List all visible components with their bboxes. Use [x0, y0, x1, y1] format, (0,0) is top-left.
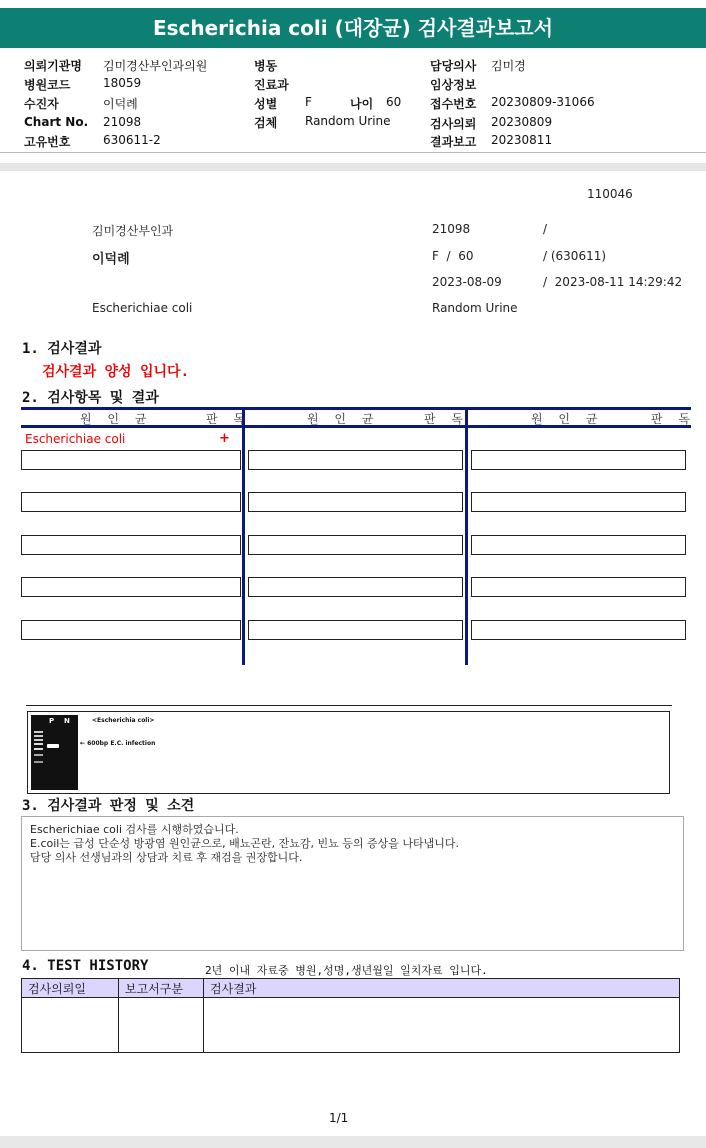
positive-band	[47, 744, 59, 748]
band-label: ← 600bp E.C. infection	[80, 740, 156, 747]
result-cell	[471, 620, 686, 640]
history-table	[21, 978, 680, 1053]
history-col-request-date: 검사의뢰일	[22, 979, 119, 998]
header-value: 630611-2	[103, 133, 161, 147]
chart-number: 21098	[432, 222, 471, 236]
header-label: 임상정보	[430, 78, 477, 92]
gel-top-rule	[26, 705, 672, 706]
header-label: 검사의뢰	[430, 117, 477, 131]
header-band	[0, 163, 706, 171]
result-cell	[248, 620, 463, 640]
header-value: 20230809	[491, 115, 553, 129]
result-cell	[21, 577, 241, 597]
sex-age: F / 60	[432, 249, 474, 263]
ladder-band	[34, 761, 43, 763]
ladder-band	[34, 754, 43, 756]
header-label: 담당의사	[430, 59, 477, 73]
section-2-title: 2. 검사항목 및 결과	[22, 390, 159, 406]
age-value: 60	[386, 95, 402, 109]
result-summary: 검사결과 양성 입니다.	[42, 364, 190, 380]
col-header-organism: 원 인 균	[531, 412, 604, 426]
result-cell	[248, 535, 463, 555]
header-value: 20230809-31066	[491, 95, 595, 109]
report-datetime: / 2023-08-11 14:29:42	[543, 275, 683, 289]
result-cell	[471, 535, 686, 555]
col-header-organism: 원 인 균	[80, 412, 153, 426]
header-value: F	[305, 95, 312, 109]
patient-name: 이덕례	[92, 252, 130, 267]
header-label: 고유번호	[24, 135, 71, 149]
gel-caption: <Escherichia coli>	[92, 717, 155, 724]
comment-box	[21, 816, 684, 951]
col-header-organism: 원 인 균	[307, 412, 380, 426]
lane-p-label: P	[49, 717, 55, 725]
ladder-band	[34, 739, 43, 741]
header-label: 접수번호	[430, 97, 477, 111]
header-label: 의뢰기관명	[24, 59, 82, 73]
header-label: 진료과	[254, 78, 289, 92]
gel-image	[31, 715, 78, 790]
test-name: Escherichiae coli	[92, 301, 193, 315]
history-cell	[22, 998, 119, 1053]
judgement-positive: +	[219, 431, 230, 446]
column-divider	[465, 407, 468, 665]
header-label: 성별	[254, 97, 278, 111]
specimen: Random Urine	[432, 301, 518, 315]
col-header-judgement: 판 독	[424, 412, 469, 426]
history-row	[22, 998, 680, 1053]
header-value: 20230811	[491, 133, 553, 147]
section-4-title: 4. TEST HISTORY	[22, 958, 149, 974]
age-label: 나이	[350, 97, 374, 111]
ladder-band	[34, 735, 43, 737]
section-1-title: 1. 검사결과	[22, 341, 102, 357]
section-3-title: 3. 검사결과 판정 및 소견	[22, 798, 195, 814]
footer-band	[0, 1136, 706, 1148]
result-cell	[21, 535, 241, 555]
result-cell	[471, 492, 686, 512]
history-note: 2년 이내 자료중 병원,성명,생년월일 일치자료 입니다.	[205, 964, 488, 977]
header-value: 김미경	[491, 59, 526, 73]
header-label: Chart No.	[24, 115, 89, 129]
result-cell	[21, 620, 241, 640]
result-cell	[248, 492, 463, 512]
report-title: Escherichia coli (대장균) 검사결과보고서	[0, 8, 706, 48]
header-value: 18059	[103, 76, 142, 90]
lane-n-label: N	[64, 717, 70, 725]
chart-separator: /	[543, 222, 548, 236]
result-cell	[248, 577, 463, 597]
clinic-name: 김미경산부인과	[92, 224, 174, 238]
result-cell	[21, 450, 241, 470]
history-cell	[119, 998, 204, 1053]
gel-frame	[27, 711, 670, 794]
result-cell	[248, 450, 463, 470]
result-cell	[471, 450, 686, 470]
result-cell	[21, 492, 241, 512]
ladder-band	[34, 731, 43, 733]
history-col-report-type: 보고서구분	[119, 979, 204, 998]
receive-date: 2023-08-09	[432, 275, 502, 289]
history-cell	[204, 998, 680, 1053]
comment-line: E.coil는 급성 단순성 방광염 원인균으로, 배뇨곤란, 잔뇨감, 빈뇨 등의 증상을 나타냅니다.	[30, 837, 459, 850]
organism-name: Escherichiae coli	[25, 432, 126, 446]
column-divider	[242, 407, 245, 665]
comment-line: Escherichiae coli 검사를 시행하였습니다.	[30, 823, 239, 836]
header-label: 검체	[254, 116, 278, 130]
ladder-band	[34, 748, 43, 750]
report-code: 110046	[587, 187, 633, 201]
col-header-judgement: 판 독	[206, 412, 251, 426]
header-label: 병동	[254, 59, 278, 73]
result-cell	[471, 577, 686, 597]
col-header-judgement: 판 독	[651, 412, 696, 426]
history-col-result: 검사결과	[204, 979, 680, 998]
page-number: 1/1	[329, 1111, 349, 1125]
header-value: Random Urine	[305, 114, 391, 128]
header-value: 김미경산부인과의원	[103, 59, 208, 73]
header-value: 21098	[103, 115, 142, 129]
header-label: 수진자	[24, 97, 59, 111]
header-divider	[0, 152, 706, 153]
header-label: 결과보고	[430, 135, 477, 149]
header-label: 병원코드	[24, 78, 71, 92]
header-value: 이덕례	[103, 97, 138, 111]
ladder-band	[34, 743, 43, 745]
birth-date: / (630611)	[543, 249, 607, 263]
comment-line: 담당 의사 선생님과의 상담과 치료 후 재검을 권장합니다.	[30, 851, 303, 864]
